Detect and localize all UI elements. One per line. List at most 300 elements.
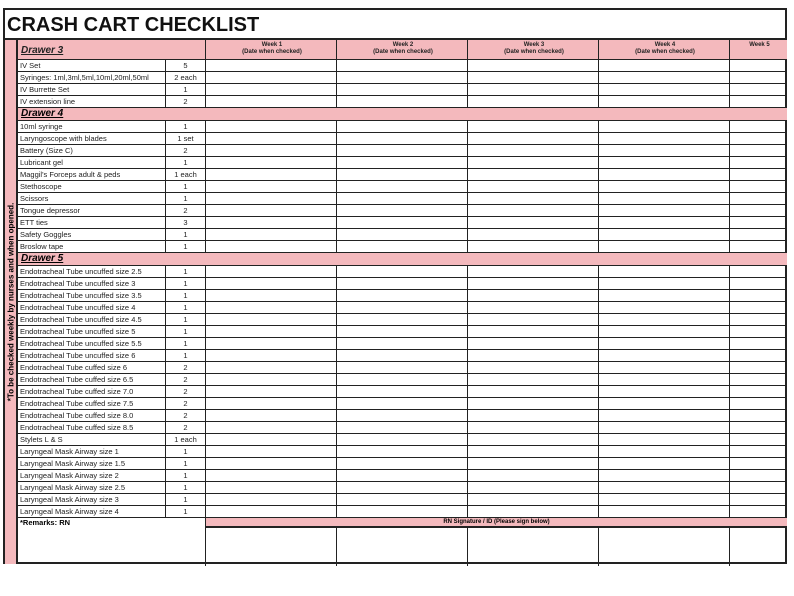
week-5-check-cell[interactable] <box>730 374 787 386</box>
item-quantity: 2 <box>166 374 206 386</box>
week-4-check-cell[interactable] <box>599 326 730 338</box>
table-row <box>18 290 787 302</box>
week-5-check-cell[interactable] <box>730 193 787 205</box>
table-row <box>18 374 787 386</box>
item-quantity: 3 <box>166 217 206 229</box>
item-quantity: 2 <box>166 205 206 217</box>
week-4-check-cell[interactable] <box>599 133 730 145</box>
week-1-check-cell[interactable] <box>206 266 337 278</box>
item-quantity: 2 <box>166 386 206 398</box>
week-header-2 <box>337 40 468 60</box>
week-1-check-cell[interactable] <box>206 229 337 241</box>
week-2-check-cell[interactable] <box>337 410 468 422</box>
week-1-check-cell[interactable] <box>206 157 337 169</box>
item-quantity: 1 <box>166 446 206 458</box>
week-2-check-cell[interactable] <box>337 350 468 362</box>
week-4-check-cell[interactable] <box>599 506 730 518</box>
week-4-check-cell[interactable] <box>599 84 730 96</box>
week-1-check-cell[interactable] <box>206 326 337 338</box>
week-5-check-cell[interactable] <box>730 338 787 350</box>
week-3-check-cell[interactable] <box>468 374 599 386</box>
week-3-check-cell[interactable] <box>468 386 599 398</box>
week-3-check-cell[interactable] <box>468 266 599 278</box>
week-5-check-cell[interactable] <box>730 60 787 72</box>
week-1-check-cell[interactable] <box>206 470 337 482</box>
week-4-check-cell[interactable] <box>599 374 730 386</box>
week-header-4 <box>599 40 730 60</box>
checklist-sheet <box>3 8 787 564</box>
item-quantity: 1 <box>166 266 206 278</box>
item-quantity: 1 <box>166 241 206 253</box>
item-name: Scissors <box>18 193 166 205</box>
week-5-check-cell[interactable] <box>730 458 787 470</box>
week-5-check-cell[interactable] <box>730 241 787 253</box>
week-1-check-cell[interactable] <box>206 398 337 410</box>
drawer-heading: Drawer 4 <box>18 108 787 121</box>
week-3-check-cell[interactable] <box>468 121 599 133</box>
week-1-check-cell[interactable] <box>206 386 337 398</box>
page-title: CRASH CART CHECKLIST <box>7 14 260 36</box>
item-name: Laryngeal Mask Airway size 1.5 <box>18 458 166 470</box>
week-1-check-cell[interactable] <box>206 458 337 470</box>
week-2-check-cell[interactable] <box>337 290 468 302</box>
table-row <box>18 434 787 446</box>
week-2-check-cell[interactable] <box>337 314 468 326</box>
item-name: Syringes: 1ml,3ml,5ml,10ml,20ml,50ml <box>18 72 166 84</box>
table-row <box>18 398 787 410</box>
week-3-check-cell[interactable] <box>468 278 599 290</box>
week-3-check-cell[interactable] <box>468 434 599 446</box>
week-2-check-cell[interactable] <box>337 446 468 458</box>
signature-cells <box>206 528 787 566</box>
item-name: Endotracheal Tube cuffed size 6.5 <box>18 374 166 386</box>
table-row <box>18 96 787 108</box>
table-row <box>18 326 787 338</box>
item-quantity: 2 each <box>166 72 206 84</box>
week-4-check-cell[interactable] <box>599 386 730 398</box>
week-3-check-cell[interactable] <box>468 326 599 338</box>
week-4-check-cell[interactable] <box>599 410 730 422</box>
table-row <box>18 145 787 157</box>
week-2-check-cell[interactable] <box>337 121 468 133</box>
week-2-check-cell[interactable] <box>337 326 468 338</box>
item-name: IV Set <box>18 60 166 72</box>
week-5-check-cell[interactable] <box>730 434 787 446</box>
week-2-check-cell[interactable] <box>337 506 468 518</box>
week-5-check-cell[interactable] <box>730 326 787 338</box>
week-5-check-cell[interactable] <box>730 398 787 410</box>
week-4-check-cell[interactable] <box>599 482 730 494</box>
week-4-check-cell[interactable] <box>599 494 730 506</box>
week-1-signature-cell[interactable] <box>206 528 337 566</box>
week-3-check-cell[interactable] <box>468 338 599 350</box>
week-1-check-cell[interactable] <box>206 60 337 72</box>
item-name: Endotracheal Tube uncuffed size 3.5 <box>18 290 166 302</box>
item-name: Laryngeal Mask Airway size 1 <box>18 446 166 458</box>
week-5-check-cell[interactable] <box>730 157 787 169</box>
week-3-check-cell[interactable] <box>468 72 599 84</box>
table-row <box>18 229 787 241</box>
week-1-check-cell[interactable] <box>206 241 337 253</box>
table-row <box>18 506 787 518</box>
item-name: Endotracheal Tube uncuffed size 5 <box>18 326 166 338</box>
item-quantity: 1 <box>166 470 206 482</box>
table-row <box>18 494 787 506</box>
table-row <box>18 72 787 84</box>
week-4-check-cell[interactable] <box>599 434 730 446</box>
item-name: IV Burrette Set <box>18 84 166 96</box>
week-1-check-cell[interactable] <box>206 338 337 350</box>
week-4-check-cell[interactable] <box>599 458 730 470</box>
drawer-heading: Drawer 5 <box>18 253 787 266</box>
week-3-check-cell[interactable] <box>468 302 599 314</box>
item-name: Laryngeal Mask Airway size 3 <box>18 494 166 506</box>
item-name: Endotracheal Tube cuffed size 8.0 <box>18 410 166 422</box>
week-sublabel: (Date when checked) <box>504 49 564 55</box>
week-4-check-cell[interactable] <box>599 362 730 374</box>
week-1-check-cell[interactable] <box>206 145 337 157</box>
week-3-check-cell[interactable] <box>468 350 599 362</box>
week-1-check-cell[interactable] <box>206 121 337 133</box>
week-1-check-cell[interactable] <box>206 84 337 96</box>
week-sublabel: (Date when checked) <box>635 49 695 55</box>
week-3-check-cell[interactable] <box>468 410 599 422</box>
week-5-check-cell[interactable] <box>730 362 787 374</box>
week-5-check-cell[interactable] <box>730 470 787 482</box>
week-1-check-cell[interactable] <box>206 494 337 506</box>
table-row <box>18 422 787 434</box>
week-4-check-cell[interactable] <box>599 72 730 84</box>
week-4-signature-cell[interactable] <box>599 528 730 566</box>
week-3-check-cell[interactable] <box>468 494 599 506</box>
week-5-check-cell[interactable] <box>730 121 787 133</box>
week-4-check-cell[interactable] <box>599 205 730 217</box>
item-quantity: 1 <box>166 350 206 362</box>
item-name: Endotracheal Tube uncuffed size 6 <box>18 350 166 362</box>
week-5-check-cell[interactable] <box>730 410 787 422</box>
week-2-check-cell[interactable] <box>337 374 468 386</box>
week-4-check-cell[interactable] <box>599 422 730 434</box>
table-row <box>18 217 787 229</box>
week-5-check-cell[interactable] <box>730 494 787 506</box>
week-1-check-cell[interactable] <box>206 193 337 205</box>
week-1-check-cell[interactable] <box>206 96 337 108</box>
week-2-check-cell[interactable] <box>337 398 468 410</box>
item-name: Lubricant gel <box>18 157 166 169</box>
item-quantity: 1 <box>166 157 206 169</box>
table-row <box>18 241 787 253</box>
week-1-check-cell[interactable] <box>206 133 337 145</box>
week-5-check-cell[interactable] <box>730 482 787 494</box>
week-4-check-cell[interactable] <box>599 145 730 157</box>
week-2-check-cell[interactable] <box>337 422 468 434</box>
week-4-check-cell[interactable] <box>599 470 730 482</box>
week-1-check-cell[interactable] <box>206 506 337 518</box>
week-2-check-cell[interactable] <box>337 266 468 278</box>
item-quantity: 1 <box>166 458 206 470</box>
item-name: Safety Goggles <box>18 229 166 241</box>
week-3-check-cell[interactable] <box>468 169 599 181</box>
week-3-check-cell[interactable] <box>468 314 599 326</box>
week-5-check-cell[interactable] <box>730 266 787 278</box>
week-3-check-cell[interactable] <box>468 398 599 410</box>
week-2-check-cell[interactable] <box>337 181 468 193</box>
week-1-check-cell[interactable] <box>206 278 337 290</box>
week-5-check-cell[interactable] <box>730 133 787 145</box>
table-row <box>18 181 787 193</box>
table-row <box>18 157 787 169</box>
week-1-check-cell[interactable] <box>206 422 337 434</box>
week-4-check-cell[interactable] <box>599 338 730 350</box>
week-5-check-cell[interactable] <box>730 506 787 518</box>
week-3-check-cell[interactable] <box>468 60 599 72</box>
item-quantity: 2 <box>166 362 206 374</box>
week-5-check-cell[interactable] <box>730 422 787 434</box>
item-name: ETT ties <box>18 217 166 229</box>
week-5-check-cell[interactable] <box>730 278 787 290</box>
item-quantity: 1 <box>166 326 206 338</box>
item-name: Endotracheal Tube cuffed size 7.5 <box>18 398 166 410</box>
week-2-check-cell[interactable] <box>337 494 468 506</box>
item-name: Laryngoscope with blades <box>18 133 166 145</box>
week-3-check-cell[interactable] <box>468 145 599 157</box>
remarks-field[interactable] <box>18 518 206 566</box>
week-1-check-cell[interactable] <box>206 72 337 84</box>
week-2-check-cell[interactable] <box>337 278 468 290</box>
week-2-check-cell[interactable] <box>337 205 468 217</box>
week-5-check-cell[interactable] <box>730 84 787 96</box>
item-quantity: 1 <box>166 494 206 506</box>
item-quantity: 1 each <box>166 169 206 181</box>
week-3-signature-cell[interactable] <box>468 528 599 566</box>
drawer-heading: Drawer 3 <box>18 40 206 60</box>
week-2-check-cell[interactable] <box>337 338 468 350</box>
week-3-check-cell[interactable] <box>468 470 599 482</box>
week-5-check-cell[interactable] <box>730 350 787 362</box>
remarks-section <box>18 518 787 566</box>
table-row <box>18 410 787 422</box>
item-name: Endotracheal Tube cuffed size 6 <box>18 362 166 374</box>
table-row <box>18 84 787 96</box>
item-name: Endotracheal Tube uncuffed size 3 <box>18 278 166 290</box>
week-2-check-cell[interactable] <box>337 241 468 253</box>
table-row <box>18 121 787 133</box>
table-row <box>18 470 787 482</box>
week-2-check-cell[interactable] <box>337 96 468 108</box>
table-row <box>18 362 787 374</box>
item-name: Laryngeal Mask Airway size 2 <box>18 470 166 482</box>
week-header-3 <box>468 40 599 60</box>
week-label: Week 4 <box>654 42 676 48</box>
week-5-check-cell[interactable] <box>730 72 787 84</box>
week-2-check-cell[interactable] <box>337 229 468 241</box>
week-1-check-cell[interactable] <box>206 169 337 181</box>
item-quantity: 1 <box>166 121 206 133</box>
week-4-check-cell[interactable] <box>599 96 730 108</box>
week-1-check-cell[interactable] <box>206 290 337 302</box>
table-row <box>18 193 787 205</box>
side-note-strip <box>5 38 18 564</box>
week-4-check-cell[interactable] <box>599 169 730 181</box>
item-name: Endotracheal Tube cuffed size 7.0 <box>18 386 166 398</box>
week-1-check-cell[interactable] <box>206 205 337 217</box>
item-name: Endotracheal Tube uncuffed size 5.5 <box>18 338 166 350</box>
week-4-check-cell[interactable] <box>599 157 730 169</box>
table-row <box>18 314 787 326</box>
item-name: Tongue depressor <box>18 205 166 217</box>
item-name: Laryngeal Mask Airway size 2.5 <box>18 482 166 494</box>
week-2-check-cell[interactable] <box>337 133 468 145</box>
week-5-check-cell[interactable] <box>730 205 787 217</box>
week-3-check-cell[interactable] <box>468 446 599 458</box>
week-3-check-cell[interactable] <box>468 362 599 374</box>
week-3-check-cell[interactable] <box>468 193 599 205</box>
item-name: Stylets L & S <box>18 434 166 446</box>
week-3-check-cell[interactable] <box>468 217 599 229</box>
item-name: Broslow tape <box>18 241 166 253</box>
week-2-check-cell[interactable] <box>337 362 468 374</box>
week-2-signature-cell[interactable] <box>337 528 468 566</box>
week-3-check-cell[interactable] <box>468 422 599 434</box>
week-4-check-cell[interactable] <box>599 241 730 253</box>
week-4-check-cell[interactable] <box>599 217 730 229</box>
item-quantity: 1 <box>166 278 206 290</box>
week-2-check-cell[interactable] <box>337 458 468 470</box>
signature-label: RN Signature / ID (Please sign below) <box>206 518 787 528</box>
week-2-check-cell[interactable] <box>337 482 468 494</box>
week-4-check-cell[interactable] <box>599 60 730 72</box>
week-2-check-cell[interactable] <box>337 470 468 482</box>
week-3-check-cell[interactable] <box>468 157 599 169</box>
week-1-check-cell[interactable] <box>206 482 337 494</box>
table-row <box>18 133 787 145</box>
week-4-check-cell[interactable] <box>599 193 730 205</box>
week-5-check-cell[interactable] <box>730 302 787 314</box>
item-quantity: 1 <box>166 338 206 350</box>
week-label: Week 2 <box>392 42 414 48</box>
item-quantity: 1 set <box>166 133 206 145</box>
week-3-check-cell[interactable] <box>468 133 599 145</box>
item-quantity: 2 <box>166 422 206 434</box>
week-1-check-cell[interactable] <box>206 446 337 458</box>
week-2-check-cell[interactable] <box>337 302 468 314</box>
week-5-check-cell[interactable] <box>730 217 787 229</box>
week-2-check-cell[interactable] <box>337 145 468 157</box>
week-3-check-cell[interactable] <box>468 205 599 217</box>
week-2-check-cell[interactable] <box>337 157 468 169</box>
week-1-check-cell[interactable] <box>206 302 337 314</box>
item-quantity: 1 <box>166 84 206 96</box>
week-2-check-cell[interactable] <box>337 72 468 84</box>
item-quantity: 1 <box>166 302 206 314</box>
week-5-check-cell[interactable] <box>730 181 787 193</box>
week-3-check-cell[interactable] <box>468 229 599 241</box>
item-name: Endotracheal Tube uncuffed size 2.5 <box>18 266 166 278</box>
table-row <box>18 205 787 217</box>
week-5-check-cell[interactable] <box>730 314 787 326</box>
week-2-check-cell[interactable] <box>337 217 468 229</box>
week-4-check-cell[interactable] <box>599 266 730 278</box>
week-5-check-cell[interactable] <box>730 96 787 108</box>
week-4-check-cell[interactable] <box>599 398 730 410</box>
week-2-check-cell[interactable] <box>337 60 468 72</box>
week-2-check-cell[interactable] <box>337 434 468 446</box>
week-2-check-cell[interactable] <box>337 386 468 398</box>
week-3-check-cell[interactable] <box>468 84 599 96</box>
week-1-check-cell[interactable] <box>206 181 337 193</box>
remarks-label: *Remarks: RN <box>20 518 71 527</box>
table-row <box>18 169 787 181</box>
week-3-check-cell[interactable] <box>468 506 599 518</box>
week-4-check-cell[interactable] <box>599 302 730 314</box>
week-header-5 <box>730 40 787 60</box>
week-5-check-cell[interactable] <box>730 229 787 241</box>
item-quantity: 1 <box>166 482 206 494</box>
week-5-check-cell[interactable] <box>730 446 787 458</box>
week-1-check-cell[interactable] <box>206 374 337 386</box>
item-quantity: 1 <box>166 193 206 205</box>
table-row <box>18 446 787 458</box>
week-2-check-cell[interactable] <box>337 84 468 96</box>
table-row <box>18 482 787 494</box>
week-4-check-cell[interactable] <box>599 350 730 362</box>
week-label: Week 5 <box>749 42 770 48</box>
week-5-check-cell[interactable] <box>730 290 787 302</box>
week-4-check-cell[interactable] <box>599 314 730 326</box>
week-1-check-cell[interactable] <box>206 362 337 374</box>
week-4-check-cell[interactable] <box>599 121 730 133</box>
item-quantity: 2 <box>166 145 206 157</box>
item-quantity: 5 <box>166 60 206 72</box>
table-row <box>18 338 787 350</box>
week-1-check-cell[interactable] <box>206 314 337 326</box>
week-1-check-cell[interactable] <box>206 350 337 362</box>
week-4-check-cell[interactable] <box>599 181 730 193</box>
table-row <box>18 266 787 278</box>
week-5-check-cell[interactable] <box>730 145 787 157</box>
week-1-check-cell[interactable] <box>206 434 337 446</box>
week-5-check-cell[interactable] <box>730 169 787 181</box>
week-5-signature-cell[interactable] <box>730 528 787 566</box>
week-3-check-cell[interactable] <box>468 181 599 193</box>
week-2-check-cell[interactable] <box>337 169 468 181</box>
week-4-check-cell[interactable] <box>599 229 730 241</box>
item-quantity: 2 <box>166 96 206 108</box>
week-3-check-cell[interactable] <box>468 458 599 470</box>
table-row <box>18 386 787 398</box>
week-3-check-cell[interactable] <box>468 482 599 494</box>
week-4-check-cell[interactable] <box>599 290 730 302</box>
table-row <box>18 278 787 290</box>
item-name: Stethoscope <box>18 181 166 193</box>
item-name: Endotracheal Tube uncuffed size 4.5 <box>18 314 166 326</box>
checklist-table <box>18 38 787 566</box>
week-3-check-cell[interactable] <box>468 241 599 253</box>
week-3-check-cell[interactable] <box>468 290 599 302</box>
week-1-check-cell[interactable] <box>206 410 337 422</box>
item-name: Battery (Size C) <box>18 145 166 157</box>
week-5-check-cell[interactable] <box>730 386 787 398</box>
week-4-check-cell[interactable] <box>599 278 730 290</box>
week-2-check-cell[interactable] <box>337 193 468 205</box>
table-row <box>18 60 787 72</box>
item-quantity: 2 <box>166 410 206 422</box>
table-row <box>18 350 787 362</box>
item-name: IV extension line <box>18 96 166 108</box>
week-4-check-cell[interactable] <box>599 446 730 458</box>
week-1-check-cell[interactable] <box>206 217 337 229</box>
week-3-check-cell[interactable] <box>468 96 599 108</box>
